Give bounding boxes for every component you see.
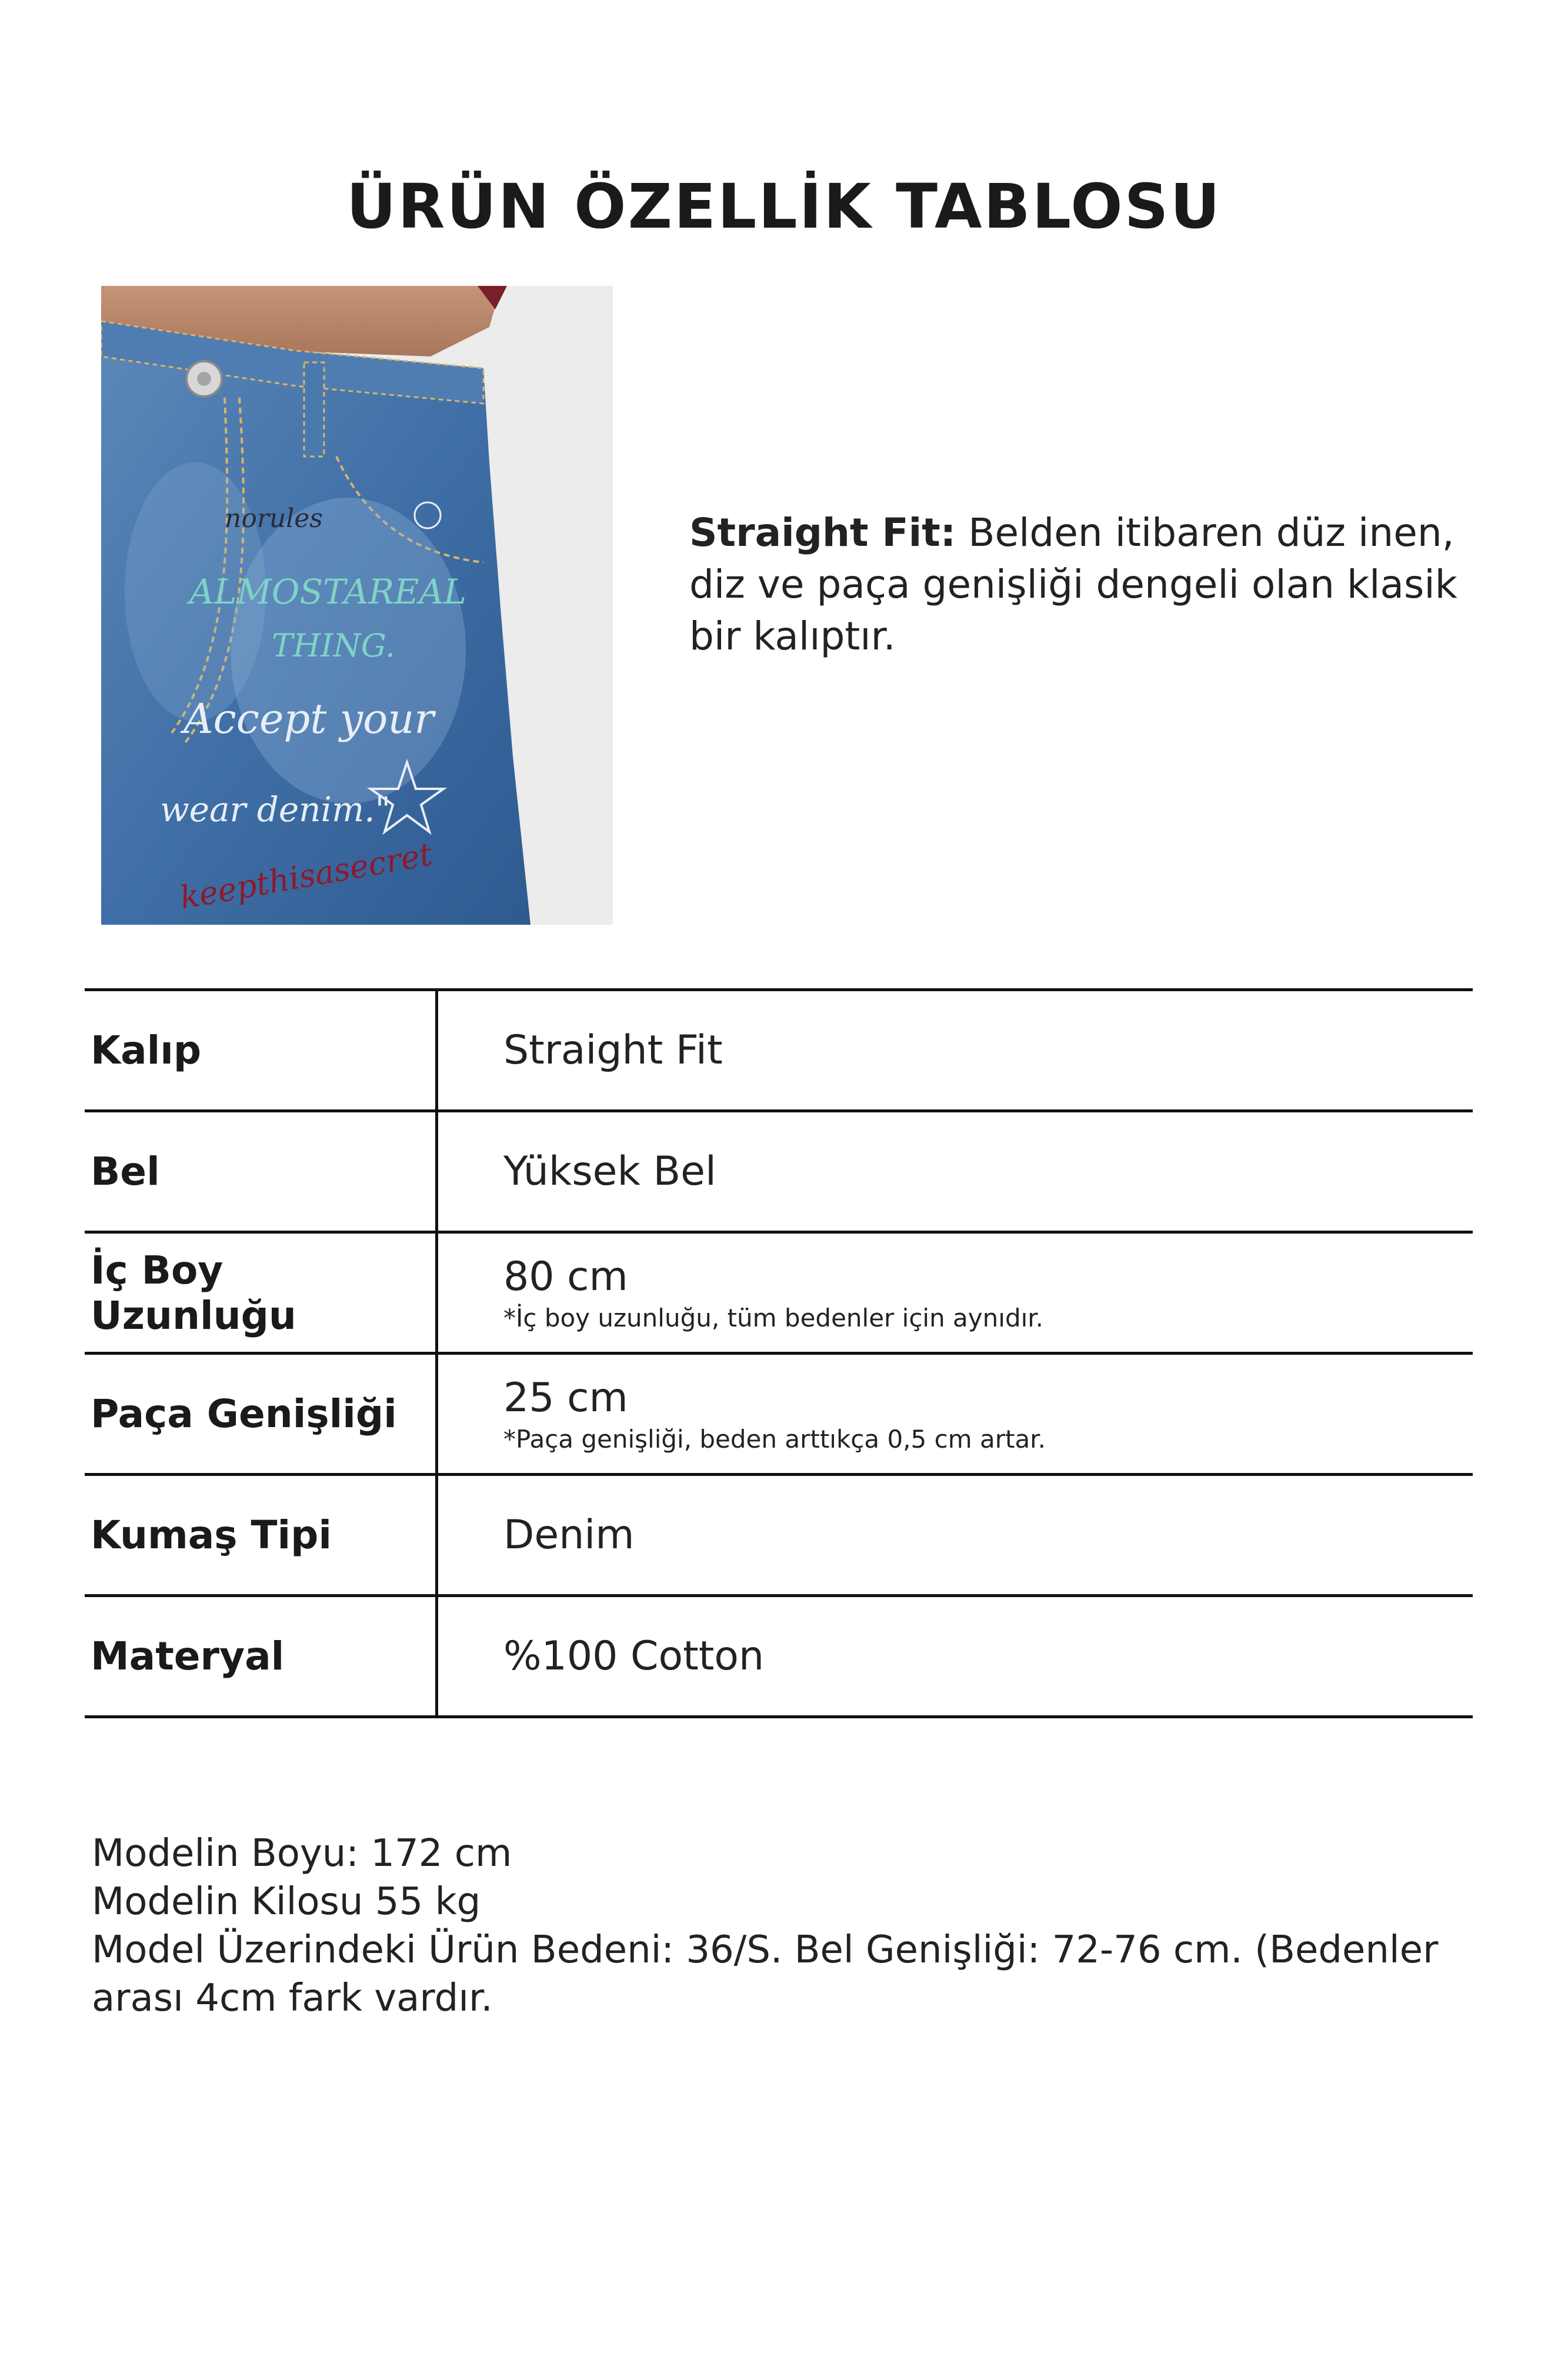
- spec-value-cell: [503, 1234, 1444, 1352]
- spec-label: Kumaş Tipi: [91, 1512, 332, 1558]
- spec-note: *Paça genişliği, beden arttıkça 0,5 cm artar.: [503, 1424, 1046, 1454]
- spec-row-ic-boy: [85, 1231, 1473, 1352]
- spec-row-kumas: [85, 1473, 1473, 1594]
- spec-value: %100 Cotton: [503, 1633, 765, 1679]
- spec-note: *İç boy uzunluğu, tüm bedenler için aynıdır.: [503, 1303, 1044, 1332]
- model-weight: Modelin Kilosu 55 kg: [92, 1880, 481, 1924]
- spec-value-cell: [503, 1476, 1444, 1594]
- product-photo: [101, 286, 613, 925]
- spec-label: Kalıp: [91, 1028, 202, 1073]
- spec-value-cell: [503, 991, 1444, 1109]
- model-info: [92, 1829, 1492, 2022]
- column-divider: [435, 1597, 438, 1715]
- page-title: ÜRÜN ÖZELLİK TABLOSU: [346, 171, 1222, 242]
- spec-value-cell: [503, 1112, 1444, 1231]
- spec-row-kalip: [85, 988, 1473, 1109]
- spec-value: 80 cm: [503, 1253, 628, 1300]
- fit-description-lead: Straight Fit:: [689, 510, 956, 555]
- spec-row-bel: [85, 1109, 1473, 1231]
- column-divider: [435, 1476, 438, 1594]
- embroidery-line: Accept your: [184, 695, 434, 743]
- embroidery-line: keepthisasecret: [177, 835, 435, 916]
- embroidery-line: norules: [225, 504, 323, 534]
- embroidery-line: THING.: [272, 627, 396, 664]
- spec-row-paca: [85, 1352, 1473, 1473]
- spec-value-cell: [503, 1355, 1444, 1473]
- model-height: Modelin Boyu: 172 cm: [92, 1832, 512, 1875]
- column-divider: [435, 1234, 438, 1352]
- column-divider: [435, 1112, 438, 1231]
- spec-value: 25 cm: [503, 1374, 628, 1421]
- fit-description-text: Belden itibaren düz inen, diz ve paça genişliği dengeli olan klasik bir kalıptır.: [689, 510, 1457, 659]
- spec-label: Paça Genişliği: [91, 1391, 397, 1437]
- fit-description: [689, 507, 1483, 662]
- spec-label: Bel: [91, 1149, 160, 1194]
- spec-table: [85, 988, 1473, 1718]
- column-divider: [435, 991, 438, 1109]
- spec-value: Yüksek Bel: [503, 1148, 716, 1195]
- column-divider: [435, 1355, 438, 1473]
- spec-value-cell: [503, 1597, 1444, 1715]
- spec-label: İç Boy Uzunluğu: [91, 1247, 296, 1338]
- embroidery-line: ALMOSTAREAL: [189, 572, 466, 612]
- spec-value: Straight Fit: [503, 1027, 723, 1074]
- spec-value: Denim: [503, 1512, 635, 1558]
- spec-row-materyal: [85, 1594, 1473, 1718]
- model-size: Model Üzerindeki Ürün Bedeni: 36/S. Bel Genişliği: 72-76 cm. (Bedenler arası 4cm fark vardır.: [92, 1928, 1439, 2020]
- embroidery-line: wear denim.": [160, 789, 391, 829]
- spec-label: Materyal: [91, 1634, 285, 1679]
